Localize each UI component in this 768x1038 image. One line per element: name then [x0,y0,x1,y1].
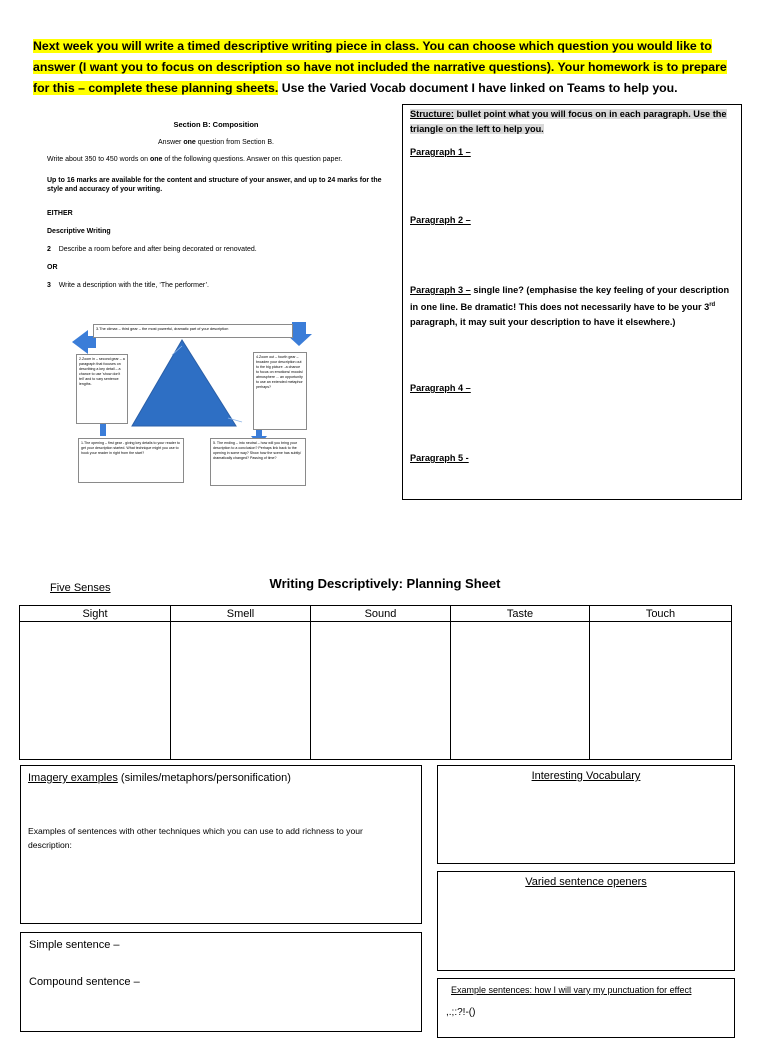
diagram-zoom-in: 2.Zoom in – second gear – a paragraph that focuses on describing a key detail – a chance to use 'show don't tell' and to vary sentence lengths. [76,354,128,424]
sentence-types-box[interactable] [20,932,422,1032]
structure-triangle-diagram [60,318,350,493]
structure-instructions: Structure: bullet point what you will focus on in each paragraph. Use the triangle on the left to help you. [410,109,727,134]
exam-question-2: 2 Describe a room before and after being decorated or renovated. [47,246,257,253]
imagery-heading: Imagery examples (similes/metaphors/personification) [28,772,291,784]
intro-instructions [33,36,745,99]
exam-question-3: 3 Write a description with the title, ‘The performer’. [47,282,209,289]
exam-question-image [36,110,396,310]
diagram-ending: 5. The ending – into neutral – how will you bring your description to a conclusion? Perhaps link back to the opening in some way? Show how the scene has subtly/ dramatically changed? Passing of time? [210,438,306,486]
smell-cell[interactable] [171,622,311,760]
senses-input-row [20,622,732,760]
interesting-vocabulary-box[interactable] [437,765,735,864]
sound-cell[interactable] [311,622,451,760]
exam-or: OR [47,264,58,271]
structure-box[interactable] [402,104,742,500]
punctuation-marks: ,.;:?!-() [446,1007,476,1018]
exam-descriptive-heading: Descriptive Writing [47,228,111,235]
punctuation-box[interactable] [437,978,735,1038]
openers-heading: Varied sentence openers [525,876,647,888]
touch-cell[interactable] [590,622,732,760]
exam-answer-line: Answer one question from Section B. [158,139,274,146]
exam-write-line: Write about 350 to 450 words on one of the following questions. Answer on this question paper. [47,156,343,163]
sense-header-touch: Touch [590,606,732,622]
sight-cell[interactable] [20,622,171,760]
exam-heading: Section B: Composition [173,120,259,129]
sentence-openers-box[interactable] [437,871,735,971]
punctuation-heading: Example sentences: how I will vary my punctuation for effect [451,985,692,995]
intro-highlighted-text: Next week you will write a timed descriptive writing piece in class. You can choose which question you would like to answer (I want you to focus on description so have not included the narrative questions). Your homework is to prepare for this – complete these planning sheets. [33,39,727,95]
five-senses-table [19,605,732,760]
imagery-box[interactable] [20,765,422,924]
diagram-climax: 3.The climax – third gear – the most powerful, dramatic part of your description [93,324,293,338]
five-senses-label: Five Senses [50,582,111,594]
paragraph-4-label: Paragraph 4 – [410,383,471,393]
sense-header-sound: Sound [311,606,451,622]
senses-header-row [20,606,732,622]
paragraph-1-label: Paragraph 1 – [410,147,471,157]
paragraph-2-label: Paragraph 2 – [410,215,471,225]
intro-plain-text: Use the Varied Vocab document I have linked on Teams to help you. [278,81,678,95]
diagram-zoom-out: 4.Zoom out – fourth gear – broaden your description out to the big picture ..a chance to focus on emotions/ moods/ atmosphere ... an opportunity to use an extended metaphor perhaps? [253,352,307,430]
triangle-shape [132,340,236,426]
paragraph-3-label: Paragraph 3 – single line? (emphasise the key feeling of your description in one line. Be dramatic! This does not necessarily have to be your 3rd paragraph, it may suit your description to have it elsewhere.) [410,285,730,328]
diagram-opening: 1.The opening – first gear - giving key details to your reader to get your description started. What technique might you use to hook your reader in right from the start? [78,438,184,483]
exam-either: EITHER [47,210,73,217]
sense-header-taste: Taste [451,606,590,622]
sense-header-sight: Sight [20,606,171,622]
compound-sentence-label: Compound sentence – [29,976,140,988]
taste-cell[interactable] [451,622,590,760]
exam-marks-line: Up to 16 marks are available for the content and structure of your answer, and up to 24 marks for the style and accuracy of your writing. [47,177,382,193]
planning-sheet-title: Writing Descriptively: Planning Sheet [269,576,501,591]
techniques-text: Examples of sentences with other techniques which you can use to add richness to your description: [28,826,363,850]
vocabulary-heading: Interesting Vocabulary [531,770,641,782]
sense-header-smell: Smell [171,606,311,622]
simple-sentence-label: Simple sentence – [29,939,120,951]
paragraph-5-label: Paragraph 5 - [410,453,469,463]
